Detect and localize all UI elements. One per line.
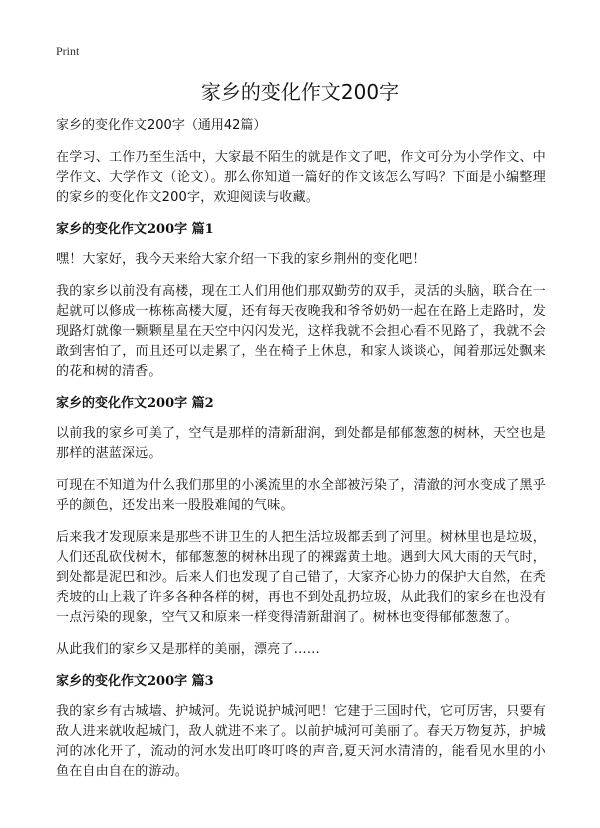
section-1-paragraph-1: 嘿！大家好，我今天来给大家介绍一下我的家乡荆州的变化吧！ <box>56 252 426 267</box>
section-2-paragraph-1: 以前我的家乡可美了，空气是那样的清新甜润，到处都是郁郁葱葱的树林，天空也是那样的湛蓝深远。 <box>56 426 546 461</box>
page-title: 家乡的变化作文200字 <box>200 80 400 104</box>
intro-paragraph: 在学习、工作乃至生活中，大家最不陌生的就是作文了吧，作文可分为小学作文、中学作文、大学作文（论文）。那么你知道一篇好的作文该怎么写吗？下面是小编整理的家乡的变化作文200字，欢迎阅读与收藏。 <box>56 150 546 205</box>
section-2-paragraph-3: 后来我才发现原来是那些不讲卫生的人把生活垃圾都丢到了河里。树林里也是垃圾，人们还乱砍伐树木，郁郁葱葱的树林出现了的裸露黄土地。遇到大风大雨的天气时，到处都是泥巴和沙。后来人们也发现了自己错了，大家齐心协力的保护大自然，在秃秃坡的山上栽了许多各种各样的树，再也不到处乱扔垃圾，从此我们的家乡在也没有一点污染的现象，空气又和原来一样变得清新甜润了。树林也变得郁郁葱葱了。 <box>56 530 546 625</box>
section-heading-1: 家乡的变化作文200字 篇1 <box>56 222 214 237</box>
section-heading-2: 家乡的变化作文200字 篇2 <box>56 396 214 411</box>
section-2-paragraph-4: 从此我们的家乡又是那样的美丽，漂亮了…… <box>56 642 321 657</box>
article-subtitle: 家乡的变化作文200字（通用42篇） <box>56 118 267 133</box>
article-body <box>56 116 546 794</box>
print-link[interactable]: Print <box>56 44 80 58</box>
section-heading-3: 家乡的变化作文200字 篇3 <box>56 674 214 689</box>
section-3-paragraph-1: 我的家乡有古城墙、护城河。先说说护城河吧！它建于三国时代，它可厉害，只要有敌人进来就收起城门，敌人就进不来了。以前护城河可美丽了。春天万物复苏，护城河的冰化开了，流动的河水发出叮咚叮咚的声音,夏天河水清清的，能看见水里的小鱼在自由自在的游动。 <box>56 704 546 779</box>
section-2-paragraph-2: 可现在不知道为什么我们那里的小溪流里的水全部被污染了，清澈的河水变成了黑乎乎的颜色，还发出来一股股难闻的气味。 <box>56 478 546 513</box>
section-1-paragraph-2: 我的家乡以前没有高楼，现在工人们用他们那双勤劳的双手，灵活的头脑，联合在一起就可以修成一栋栋高楼大厦，还有每天夜晚我和爷爷奶奶一起在在路上走路时，发现路灯就像一颗颗星星在天空中闪闪发光，这样我就不会担心看不见路了，我就不会敢到害怕了，而且还可以走累了，坐在椅子上休息，和家人谈谈心，闻着那远处飘来的花和树的清香。 <box>56 284 546 379</box>
